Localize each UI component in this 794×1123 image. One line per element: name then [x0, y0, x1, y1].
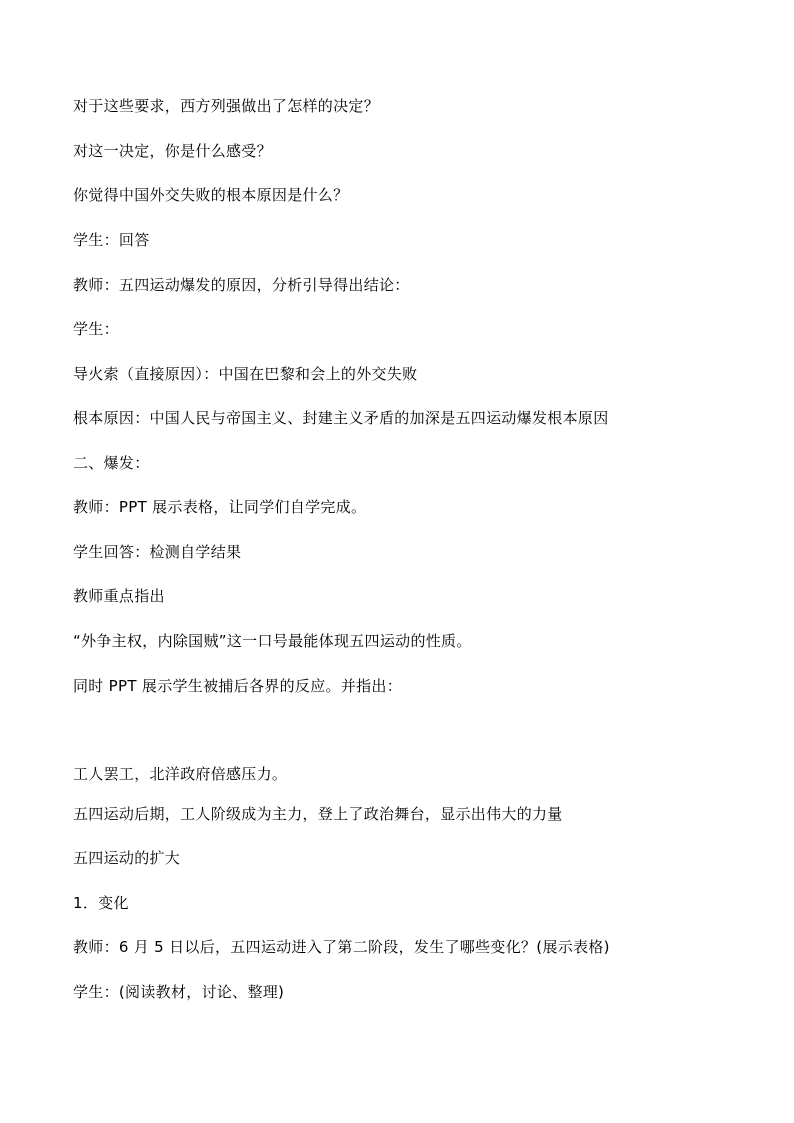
workers-strike: 工人罢工，北洋政府倍感压力。: [73, 765, 288, 783]
direct-cause: 导火索（直接原因）：中国在巴黎和会上的外交失败: [73, 365, 418, 383]
student-answer-line: 学生：回答: [73, 231, 150, 249]
question-feeling: 对这一决定，你是什么感受？: [73, 142, 272, 160]
teacher-key-point: 教师重点指出: [73, 587, 165, 605]
student-self-study-check: 学生回答：检测自学结果: [73, 543, 242, 561]
teacher-second-stage: 教师：6 月 5 日以后，五四运动进入了第二阶段，发生了哪些变化？(展示表格): [73, 938, 610, 956]
working-class-main-force: 五四运动后期，工人阶级成为主力，登上了政治舞台，显示出伟大的力量: [73, 805, 563, 823]
root-cause: 根本原因：中国人民与帝国主义、封建主义矛盾的加深是五四运动爆发根本原因: [73, 409, 609, 427]
ppt-reactions: 同时 PPT 展示学生被捕后各界的反应。并指出：: [73, 677, 402, 695]
student-reading-discussion: 学生：(阅读教材，讨论、整理): [73, 983, 285, 1001]
slogan-quote: “外争主权，内除国贼”这一口号最能体现五四运动的性质。: [73, 632, 472, 650]
student-label: 学生：: [73, 320, 119, 338]
subheading-change: 1．变化: [73, 894, 129, 912]
question-western-powers-decision: 对于这些要求，西方列强做出了怎样的决定？: [73, 97, 380, 115]
section-heading-outbreak: 二、爆发：: [73, 454, 150, 472]
teacher-ppt-table: 教师：PPT 展示表格，让同学们自学完成。: [73, 498, 367, 516]
question-root-cause: 你觉得中国外交失败的根本原因是什么？: [73, 186, 349, 204]
movement-expansion-heading: 五四运动的扩大: [73, 849, 181, 867]
teacher-cause-analysis: 教师：五四运动爆发的原因，分析引导得出结论：: [73, 276, 410, 294]
